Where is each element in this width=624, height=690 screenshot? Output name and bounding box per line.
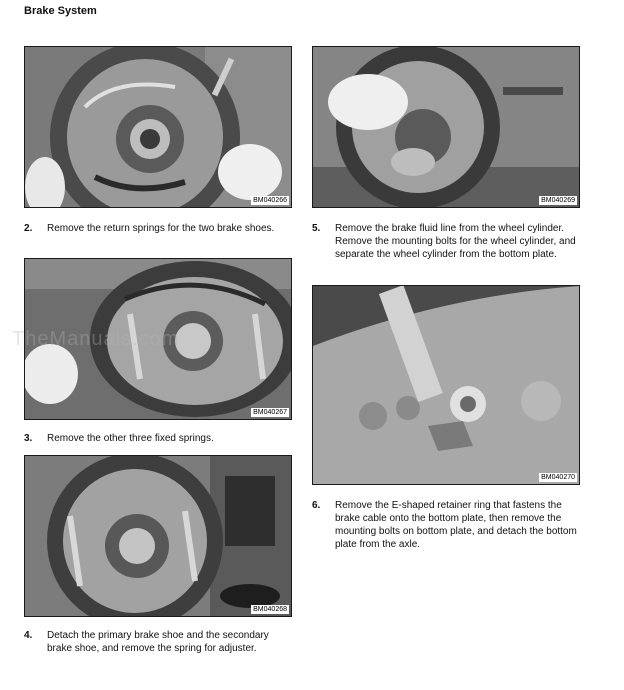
step-text: Remove the E-shaped retainer ring that fastens the brake cable onto the bottom plate, then remove the mounting bolts on bottom plate, and detach the bottom plate from the axle. [335, 500, 577, 550]
photo-brake-shoes [24, 455, 292, 617]
photo-wheel-cylinder [312, 46, 580, 208]
photo-code: BM040266 [253, 197, 287, 204]
bottom-plate-image [313, 286, 579, 484]
step-5 [312, 222, 587, 261]
brake-assembly-image [25, 456, 291, 616]
step-text: Remove the other three fixed springs. [47, 433, 214, 444]
step-4 [24, 629, 290, 655]
photo-bottom-plate [312, 285, 580, 485]
step-text: Remove the brake fluid line from the wheel cylinder. Remove the mounting bolts for the wheel cylinder, and separate the wheel cylinder from the bottom plate. [335, 223, 576, 260]
step-3 [24, 432, 290, 445]
step-6 [312, 499, 587, 551]
step-text: Remove the return springs for the two brake shoes. [47, 223, 275, 234]
step-number: 5. [312, 223, 321, 234]
page-title: Brake System [24, 5, 97, 17]
step-number: 3. [24, 433, 33, 444]
brake-assembly-image [25, 47, 291, 207]
step-number: 2. [24, 223, 33, 234]
step-2 [24, 222, 290, 235]
photo-code: BM040270 [541, 474, 575, 481]
photo-code: BM040267 [253, 409, 287, 416]
photo-code: BM040269 [541, 197, 575, 204]
brake-assembly-image [313, 47, 579, 207]
photo-code: BM040268 [253, 606, 287, 613]
step-number: 4. [24, 630, 33, 641]
watermark: TheManuals.com [12, 328, 180, 350]
step-text: Detach the primary brake shoe and the secondary brake shoe, and remove the spring for adjuster. [47, 630, 269, 654]
photo-brake-return-springs [24, 46, 292, 208]
step-number: 6. [312, 500, 321, 511]
